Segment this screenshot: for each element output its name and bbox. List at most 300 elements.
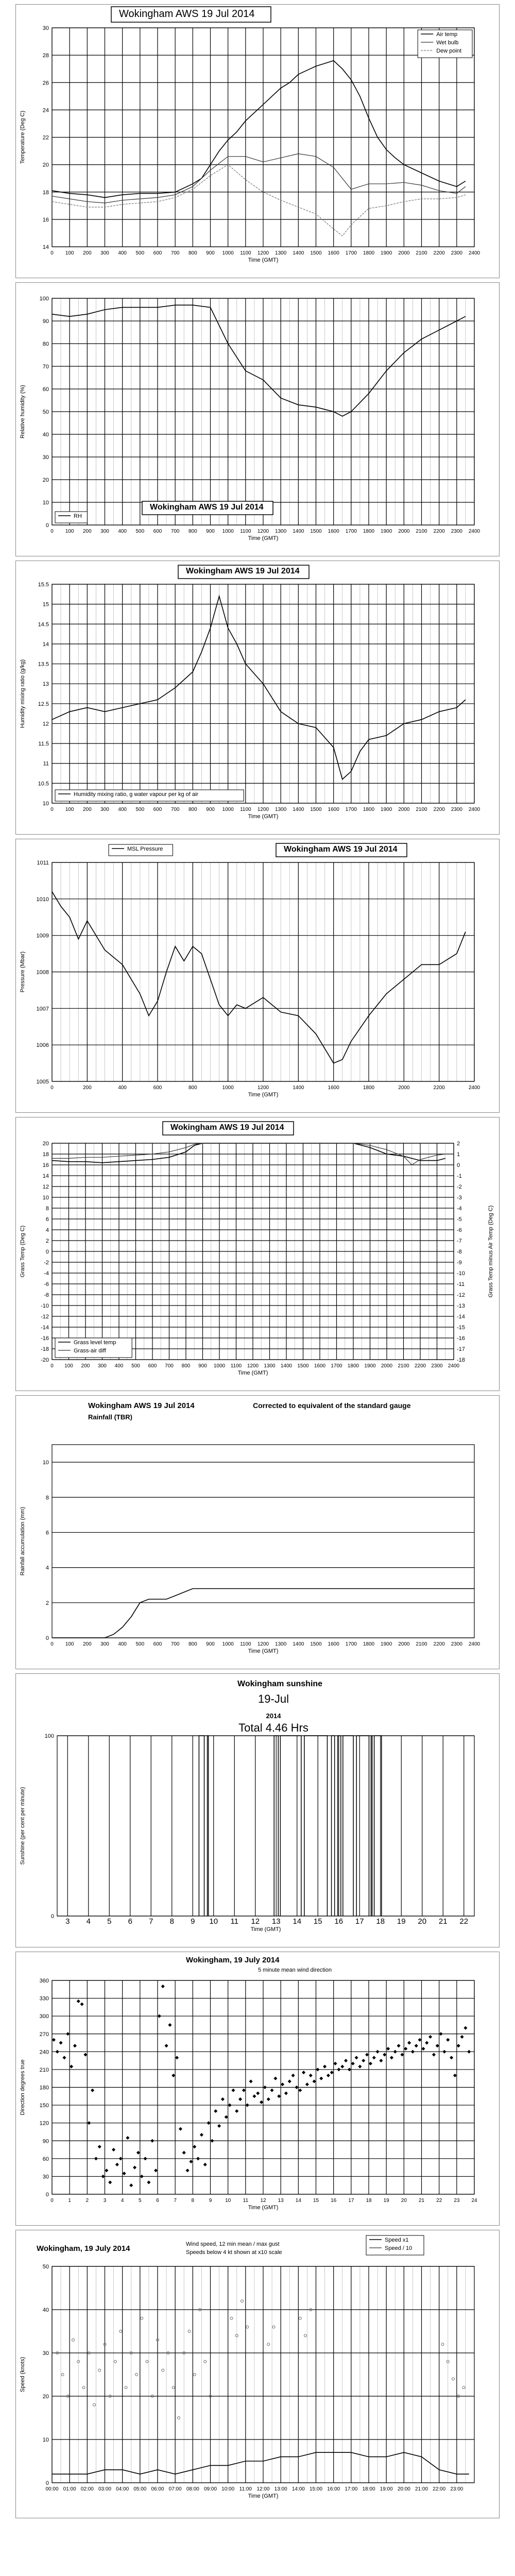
x-tick-label: 6 — [128, 1917, 132, 1926]
data-point — [277, 2094, 281, 2098]
data-point — [70, 2065, 73, 2069]
x-tick-label: 1000 — [222, 1641, 234, 1647]
x-tick-label: 1800 — [363, 1641, 375, 1647]
data-point — [400, 2053, 404, 2057]
x-axis-label: Time (GMT) — [248, 2205, 279, 2211]
x-tick-label: 1700 — [345, 529, 357, 534]
chart-rainfall — [15, 1395, 500, 1669]
y2-tick-label: -9 — [457, 1260, 462, 1266]
y-tick-label: 13.5 — [38, 661, 49, 668]
data-point-gust — [172, 2386, 175, 2389]
data-point — [144, 2157, 147, 2160]
gridlines — [52, 28, 474, 247]
chart-air-temperature — [15, 4, 500, 278]
y2-tick-label: -15 — [457, 1325, 465, 1331]
y-tick-label: 1005 — [36, 1079, 49, 1085]
y-tick-label: 40 — [42, 432, 49, 438]
data-point — [442, 2050, 446, 2054]
y-tick-label: 60 — [42, 386, 49, 393]
x-tick-label: 1400 — [293, 529, 304, 534]
data-point — [193, 2145, 196, 2148]
y-tick-label: -6 — [44, 1281, 49, 1287]
y2-tick-label: -2 — [457, 1184, 462, 1190]
data-point — [256, 2091, 260, 2095]
y-tick-label: 10 — [42, 1195, 49, 1201]
data-point — [221, 2097, 225, 2101]
y-tick-label: 14.5 — [38, 621, 49, 628]
x-tick-label: 2200 — [433, 529, 445, 534]
x-tick-label: 19:00 — [380, 2486, 393, 2492]
chart-svg-3 — [16, 839, 499, 1112]
data-point — [372, 2056, 376, 2059]
sunshine-bar — [199, 1736, 204, 1916]
legend-label: Dew point — [436, 48, 462, 54]
chart-title: Wokingham AWS 19 Jul 2014 — [119, 8, 255, 20]
data-point — [129, 2183, 133, 2187]
data-point — [267, 2097, 270, 2101]
y-tick-label: 18 — [42, 189, 49, 196]
y-tick-label: 0 — [45, 522, 49, 529]
chart-title: Wokingham AWS 19 Jul 2014 — [88, 1401, 195, 1410]
data-point-gust — [125, 2386, 127, 2389]
y-tick-label: 10 — [42, 2437, 49, 2443]
data-point-gust — [441, 2343, 444, 2346]
data-point-gust — [462, 2386, 465, 2389]
x-tick-label: 13 — [271, 1917, 281, 1926]
x-tick-label: 0 — [50, 807, 54, 812]
x-tick-label: 1400 — [293, 1085, 304, 1091]
y2-tick-label: -8 — [457, 1249, 462, 1255]
series-line-0 — [52, 1143, 445, 1163]
data-point-gust — [93, 2403, 96, 2406]
x-tick-label: 2000 — [398, 1641, 410, 1647]
data-point — [87, 2121, 91, 2125]
data-point — [235, 2109, 238, 2113]
x-tick-label: 10 — [225, 2198, 231, 2204]
data-point — [168, 2023, 171, 2027]
y2-tick-label: -11 — [457, 1281, 465, 1287]
y-tick-label: 70 — [42, 364, 49, 370]
y2-tick-label: -16 — [457, 1335, 465, 1342]
x-tick-label: 11 — [243, 2198, 249, 2204]
x-tick-label: 2200 — [433, 807, 445, 812]
series-line-0 — [52, 596, 466, 779]
y-tick-label: 120 — [39, 2120, 49, 2127]
y-tick-label: 12.5 — [38, 701, 49, 707]
x-tick-label: 1700 — [345, 1641, 357, 1647]
y-tick-label: 15 — [42, 601, 49, 608]
data-point — [404, 2047, 407, 2050]
y-tick-label: 12 — [42, 1184, 49, 1190]
data-point — [101, 2175, 105, 2178]
x-tick-label: 0 — [50, 529, 54, 534]
x-tick-label: 100 — [65, 250, 74, 256]
x-tick-label: 1500 — [297, 1363, 309, 1369]
y2-axis-label: Grass Temp minus Air Temp (Deg C) — [488, 1205, 494, 1298]
data-point-gust — [72, 2338, 75, 2341]
x-tick-label: 11:00 — [239, 2486, 252, 2492]
y2-tick-label: -7 — [457, 1238, 462, 1244]
y-tick-label: 6 — [45, 1216, 49, 1223]
chart-subtitle: 5 minute mean wind direction — [258, 1967, 332, 1973]
data-point — [263, 2086, 267, 2089]
data-point — [228, 2104, 232, 2107]
data-point — [348, 2067, 351, 2071]
sunshine-bar — [343, 1736, 353, 1916]
x-tick-label: 1900 — [381, 250, 392, 256]
data-point — [330, 2071, 334, 2074]
x-tick-label: 1200 — [257, 1085, 269, 1091]
x-tick-label: 2000 — [398, 1085, 410, 1091]
x-tick-label: 500 — [135, 807, 145, 812]
x-axis-label: Time (GMT) — [248, 1092, 279, 1098]
x-tick-label: 1700 — [345, 250, 357, 256]
chart-svg-8 — [16, 2230, 499, 2518]
x-axis-label: Time (GMT) — [250, 1926, 281, 1933]
y-tick-label: 60 — [42, 2156, 49, 2162]
x-tick-label: 600 — [153, 529, 162, 534]
x-tick-label: 2400 — [468, 807, 480, 812]
x-tick-label: 22 — [459, 1917, 469, 1926]
data-point — [323, 2065, 327, 2069]
gridlines — [57, 1736, 474, 1916]
y2-tick-label: 1 — [457, 1151, 460, 1158]
chart-title: Wokingham sunshine — [237, 1680, 323, 1688]
chart-sunshine — [15, 1673, 500, 1947]
x-tick-label: 2300 — [451, 1641, 462, 1647]
y-axis-label: Rainfall accumulation (mm) — [20, 1506, 26, 1576]
x-tick-label: 2300 — [451, 250, 462, 256]
x-tick-label: 15:00 — [309, 2486, 323, 2492]
data-point — [439, 2032, 443, 2036]
data-point — [260, 2100, 263, 2104]
data-point — [376, 2050, 380, 2054]
data-point — [98, 2145, 101, 2148]
legend-label: Wet bulb — [436, 40, 459, 46]
y-tick-label: 20 — [42, 1141, 49, 1147]
x-tick-label: 06:00 — [151, 2486, 164, 2492]
x-tick-label: 12 — [251, 1917, 260, 1926]
data-point — [344, 2059, 348, 2062]
x-tick-label: 1600 — [314, 1363, 326, 1369]
x-tick-label: 900 — [206, 1641, 215, 1647]
chart-svg-2 — [16, 561, 499, 834]
legend-box — [55, 512, 87, 523]
y2-tick-label: -5 — [457, 1216, 462, 1223]
y-tick-label: 20 — [42, 2394, 49, 2400]
y-tick-label: 28 — [42, 53, 49, 59]
x-tick-label: 24 — [471, 2198, 477, 2204]
series-line-2 — [52, 165, 466, 236]
y-tick-label: -4 — [44, 1270, 49, 1277]
legend-label: Grass level temp — [74, 1340, 116, 1346]
x-tick-label: 1600 — [328, 529, 339, 534]
y-axis-label: Relative humidity (%) — [20, 385, 26, 438]
data-point — [189, 2160, 193, 2163]
y-tick-label: 30 — [42, 2350, 49, 2357]
chart-title: Wokingham, 19 July 2014 — [37, 2244, 130, 2253]
y-tick-label: 6 — [45, 1530, 49, 1536]
x-tick-label: 1 — [68, 2198, 71, 2204]
data-point — [397, 2044, 401, 2047]
x-tick-label: 2300 — [451, 529, 462, 534]
x-tick-label: 1400 — [293, 250, 304, 256]
x-tick-label: 20:00 — [397, 2486, 410, 2492]
data-point — [179, 2127, 182, 2131]
x-tick-label: 1900 — [381, 807, 392, 812]
chart-subtitle: Wind speed, 12 min mean / max gust — [186, 2241, 280, 2247]
x-tick-label: 21 — [418, 2198, 425, 2204]
x-tick-label: 400 — [118, 1085, 127, 1091]
x-tick-label: 600 — [153, 1641, 162, 1647]
x-tick-label: 1500 — [310, 250, 322, 256]
x-tick-label: 1600 — [328, 250, 339, 256]
data-point — [421, 2047, 425, 2050]
data-point-gust — [267, 2343, 270, 2346]
y-tick-label: 0 — [45, 1249, 49, 1255]
data-point — [291, 2074, 295, 2077]
data-point-gust — [230, 2317, 233, 2319]
y-tick-label: 180 — [39, 2084, 49, 2091]
x-tick-label: 18:00 — [362, 2486, 375, 2492]
data-point — [91, 2089, 94, 2092]
x-tick-label: 200 — [82, 1641, 92, 1647]
y-tick-label: 360 — [39, 1978, 49, 1984]
x-tick-label: 16 — [334, 1917, 344, 1926]
x-tick-label: 100 — [64, 1363, 73, 1369]
data-point — [453, 2074, 457, 2077]
legend-label: Humidity mixing ratio, g water vapour per kg of air — [74, 791, 199, 798]
data-point — [112, 2148, 115, 2151]
chart-svg-5 — [16, 1396, 499, 1669]
x-tick-label: 1000 — [222, 807, 234, 812]
x-tick-label: 2300 — [431, 1363, 443, 1369]
y-tick-label: 90 — [42, 2138, 49, 2145]
gridlines — [52, 862, 474, 1081]
x-tick-label: 8 — [169, 1917, 174, 1926]
data-point-gust — [193, 2374, 196, 2376]
chart-svg-6 — [16, 1674, 499, 1947]
x-tick-label: 5 — [139, 2198, 142, 2204]
data-point — [80, 2003, 84, 2006]
data-point — [161, 1985, 165, 1988]
y-axis-label: Humidity mixing ratio (g/kg) — [20, 659, 26, 728]
x-tick-label: 1300 — [264, 1363, 276, 1369]
data-point — [52, 2038, 56, 2042]
x-tick-label: 700 — [170, 1641, 180, 1647]
data-point — [288, 2079, 291, 2083]
y-tick-label: 22 — [42, 134, 49, 141]
chart-title: Wokingham AWS 19 Jul 2014 — [186, 567, 300, 575]
x-tick-label: 4 — [86, 1917, 91, 1926]
x-tick-label: 500 — [131, 1363, 140, 1369]
y-tick-label: 0 — [45, 1635, 49, 1641]
data-point — [217, 2124, 221, 2128]
x-tick-label: 2000 — [398, 807, 410, 812]
x-tick-label: 17 — [355, 1917, 364, 1926]
data-point-gust — [82, 2386, 85, 2389]
x-tick-label: 08:00 — [186, 2486, 199, 2492]
series-line-0 — [52, 61, 466, 198]
x-tick-label: 800 — [188, 250, 197, 256]
x-tick-label: 14:00 — [291, 2486, 305, 2492]
x-tick-label: 15 — [313, 2198, 319, 2204]
data-point — [252, 2094, 256, 2098]
y-tick-label: 4 — [45, 1227, 49, 1233]
x-tick-label: 1100 — [230, 1363, 242, 1369]
y-axis-label: Speed (knots) — [20, 2357, 26, 2393]
y-tick-label: 30 — [42, 2174, 49, 2180]
series-line-1 — [52, 154, 466, 203]
data-point — [242, 2089, 246, 2092]
x-tick-label: 300 — [100, 1641, 109, 1647]
y-tick-label: 10 — [42, 1460, 49, 1466]
x-tick-label: 1500 — [310, 1641, 322, 1647]
sunshine-bar — [332, 1736, 335, 1916]
y-tick-label: 13 — [42, 681, 49, 688]
x-tick-label: 04:00 — [116, 2486, 129, 2492]
x-tick-label: 700 — [170, 529, 180, 534]
x-tick-label: 1100 — [240, 529, 251, 534]
x-tick-label: 6 — [156, 2198, 159, 2204]
x-tick-label: 1600 — [328, 807, 339, 812]
data-point-gust — [135, 2374, 138, 2376]
y-tick-label: 0 — [45, 2192, 49, 2198]
y-tick-label: 1006 — [36, 1042, 49, 1049]
y-tick-label: 240 — [39, 2049, 49, 2056]
x-tick-label: 20 — [401, 2198, 407, 2204]
x-tick-label: 200 — [81, 1363, 90, 1369]
x-tick-label: 1400 — [280, 1363, 293, 1369]
data-point — [379, 2059, 383, 2062]
x-tick-label: 21:00 — [415, 2486, 428, 2492]
x-axis-label: Time (GMT) — [248, 1648, 279, 1654]
data-point — [186, 2168, 190, 2172]
x-tick-label: 600 — [153, 250, 162, 256]
x-tick-label: 600 — [148, 1363, 157, 1369]
x-tick-label: 2000 — [398, 529, 410, 534]
x-tick-label: 1000 — [222, 250, 234, 256]
legend-label: RH — [74, 513, 82, 519]
x-tick-label: 3 — [65, 1917, 70, 1926]
x-tick-label: 600 — [153, 807, 162, 812]
data-point — [386, 2047, 390, 2050]
x-tick-label: 1300 — [275, 1641, 287, 1647]
series-line-0 — [52, 892, 466, 1063]
x-tick-label: 900 — [206, 250, 215, 256]
chart-subtitle-2: Speeds below 4 kt shown at x10 scale — [186, 2249, 282, 2256]
x-tick-label: 100 — [65, 1641, 74, 1647]
chart-title: Wokingham AWS 19 Jul 2014 — [284, 845, 398, 854]
y-tick-label: 1011 — [37, 860, 49, 866]
x-tick-label: 1100 — [240, 250, 251, 256]
x-tick-label: 14 — [295, 2198, 301, 2204]
y-tick-label: 12 — [42, 721, 49, 727]
x-tick-label: 13:00 — [274, 2486, 287, 2492]
data-point — [126, 2136, 129, 2140]
y-tick-label: 100 — [44, 1733, 54, 1739]
x-tick-label: 01:00 — [63, 2486, 76, 2492]
x-tick-label: 2400 — [468, 529, 480, 534]
data-point — [105, 2168, 108, 2172]
data-point — [464, 2026, 467, 2030]
data-point — [147, 2180, 150, 2184]
chart-svg-7 — [16, 1952, 499, 2225]
y-tick-label: 11.5 — [38, 741, 49, 748]
data-point — [231, 2089, 235, 2092]
y-tick-label: 20 — [42, 477, 49, 483]
x-tick-label: 800 — [188, 1085, 197, 1091]
data-point — [182, 2151, 186, 2155]
y-tick-label: 1010 — [36, 896, 49, 903]
data-point-gust — [146, 2360, 148, 2363]
y-axis-label: Temperature (Deg C) — [20, 110, 26, 164]
data-point — [418, 2038, 422, 2042]
x-tick-label: 900 — [198, 1363, 207, 1369]
y-tick-label: 15.5 — [38, 582, 49, 588]
data-point-gust — [272, 2326, 275, 2328]
y-tick-label: 30 — [42, 454, 49, 461]
x-tick-label: 2400 — [448, 1363, 460, 1369]
chart-title: Wokingham AWS 19 Jul 2014 — [150, 503, 264, 512]
y-tick-label: -20 — [41, 1357, 49, 1363]
data-point — [415, 2044, 418, 2047]
data-point — [175, 2056, 179, 2059]
data-point-gust — [304, 2334, 307, 2337]
x-tick-label: 2100 — [416, 807, 427, 812]
y-tick-label: 40 — [42, 2307, 49, 2313]
data-point — [66, 2032, 70, 2036]
legend-label: Speed / 10 — [385, 2245, 413, 2251]
data-point — [383, 2053, 386, 2057]
x-tick-label: 1400 — [293, 1641, 304, 1647]
x-axis-label: Time (GMT) — [248, 257, 279, 263]
data-point — [225, 2115, 228, 2119]
y-tick-label: 14 — [42, 641, 49, 648]
data-point — [295, 2086, 298, 2089]
data-point-gust — [241, 2300, 244, 2302]
x-tick-label: 2300 — [451, 807, 462, 812]
y-tick-label: -2 — [44, 1260, 49, 1266]
data-point — [305, 2082, 309, 2086]
gridlines — [52, 2266, 474, 2483]
data-point — [115, 2163, 119, 2166]
data-point — [390, 2056, 393, 2059]
y-tick-label: -16 — [41, 1335, 49, 1342]
y-tick-label: 16 — [42, 216, 49, 223]
chart-svg-4 — [16, 1117, 499, 1391]
y2-tick-label: -18 — [457, 1357, 465, 1363]
x-tick-label: 1200 — [257, 529, 269, 534]
data-point — [238, 2097, 242, 2101]
data-point — [196, 2157, 200, 2160]
y-axis-label: Sunshine (per cent per minute) — [20, 1787, 26, 1865]
y-tick-label: 80 — [42, 341, 49, 347]
x-tick-label: 02:00 — [80, 2486, 94, 2492]
x-tick-label: 500 — [135, 529, 145, 534]
x-tick-label: 1200 — [257, 250, 269, 256]
sunshine-bar — [371, 1736, 372, 1916]
x-tick-label: 300 — [100, 250, 109, 256]
data-point-gust — [299, 2317, 301, 2319]
chart-mixing-ratio — [15, 561, 500, 835]
y-tick-label: 1008 — [36, 969, 49, 976]
data-point — [119, 2157, 123, 2160]
x-tick-label: 1100 — [240, 807, 251, 812]
y2-tick-label: -1 — [457, 1173, 462, 1179]
data-point — [436, 2044, 439, 2047]
y-tick-label: 50 — [42, 2264, 49, 2270]
